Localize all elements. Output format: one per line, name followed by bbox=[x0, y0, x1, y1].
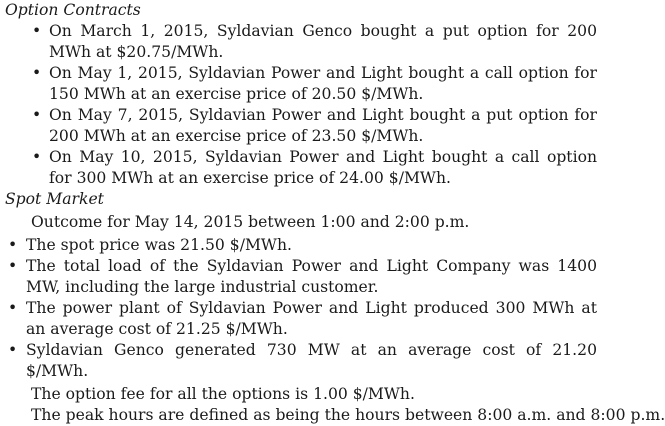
option-contracts-heading: Option Contracts bbox=[5, 1, 141, 19]
list-item-text: The spot price was 21.50 $/MWh. bbox=[26, 236, 292, 254]
list-item-text: On March 1, 2015, Syldavian Genco bought a put option for 200 MWh at $20.75/MWh. bbox=[49, 22, 597, 61]
list-item bbox=[5, 340, 597, 382]
list-item-text: The total load of the Syldavian Power and Light Company was 1400 MW, including the large industrial customer. bbox=[26, 257, 597, 296]
list-item bbox=[5, 256, 597, 298]
list-item-text: On May 1, 2015, Syldavian Power and Light bought a call option for 150 MWh at an exercise price of 20.50 $/MWh. bbox=[49, 64, 597, 103]
bullet-icon: • bbox=[32, 64, 42, 82]
outcome-line: Outcome for May 14, 2015 between 1:00 and 2:00 p.m. bbox=[31, 213, 470, 231]
bullet-icon: • bbox=[8, 257, 18, 275]
list-item bbox=[5, 63, 597, 105]
list-item bbox=[5, 235, 597, 256]
spot-market-heading: Spot Market bbox=[5, 190, 104, 208]
bullet-icon: • bbox=[8, 236, 18, 254]
list-item-text: Syldavian Genco generated 730 MW at an average cost of 21.20 $/MWh. bbox=[26, 341, 597, 380]
spot-market-list bbox=[5, 235, 597, 382]
bullet-icon: • bbox=[8, 341, 18, 359]
option-fee-line: The option fee for all the options is 1.00 $/MWh. bbox=[31, 385, 415, 403]
list-item bbox=[5, 105, 597, 147]
list-item bbox=[5, 298, 597, 340]
option-contracts-list bbox=[5, 21, 597, 189]
list-item-text: The power plant of Syldavian Power and Light produced 300 MWh at an average cost of 21.25 $/MWh. bbox=[26, 299, 597, 338]
bullet-icon: • bbox=[32, 148, 42, 166]
list-item bbox=[5, 21, 597, 63]
list-item-text: On May 10, 2015, Syldavian Power and Light bought a call option for 300 MWh at an exercise price of 24.00 $/MWh. bbox=[49, 148, 597, 187]
list-item-text: On May 7, 2015, Syldavian Power and Light bought a put option for 200 MWh at an exercise price of 23.50 $/MWh. bbox=[49, 106, 597, 145]
bullet-icon: • bbox=[8, 299, 18, 317]
bullet-icon: • bbox=[32, 22, 42, 40]
peak-hours-line: The peak hours are defined as being the hours between 8:00 a.m. and 8:00 p.m. bbox=[31, 406, 665, 424]
list-item bbox=[5, 147, 597, 189]
bullet-icon: • bbox=[32, 106, 42, 124]
